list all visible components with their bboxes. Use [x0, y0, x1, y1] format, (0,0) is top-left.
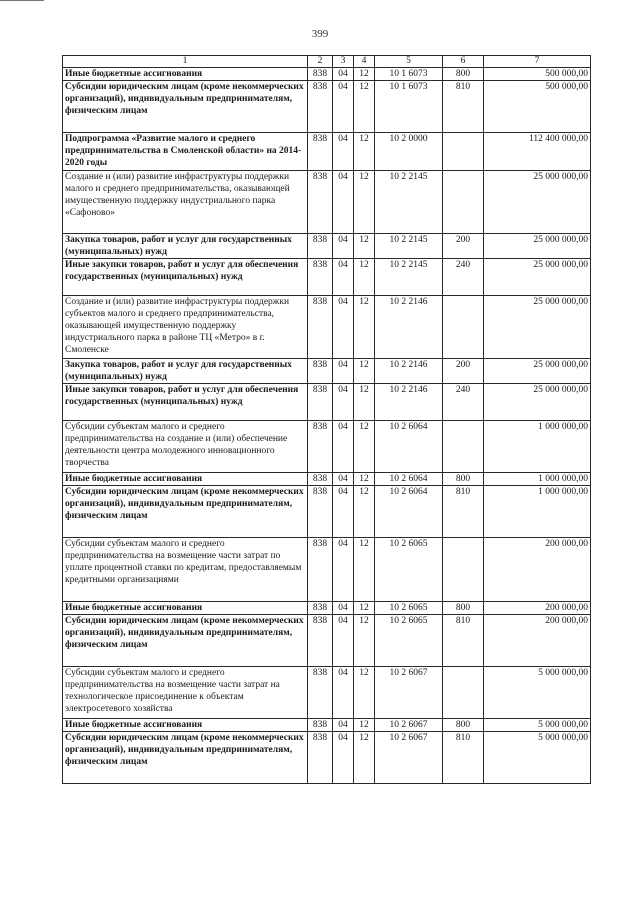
target-article-code: 10 2 6065 [375, 538, 443, 602]
expense-type-code: 200 [443, 234, 484, 259]
expense-type-code [443, 667, 484, 719]
amount-value: 25 000 000,00 [484, 296, 591, 359]
amount-value: 25 000 000,00 [484, 234, 591, 259]
amount-value: 25 000 000,00 [484, 359, 591, 384]
row-description: Создание и (или) развитие инфраструктуры поддержки малого и среднего предпринимательства, оказывающей имущественную поддержку индустриального парка «Сафоново» [63, 171, 308, 234]
table-row [63, 486, 591, 538]
expense-type-code [443, 296, 484, 359]
target-article-code: 10 2 2145 [375, 259, 443, 296]
ministry-code: 838 [308, 234, 333, 259]
row-description: Иные закупки товаров, работ и услуг для обеспечения государственных (муниципальных) нужд [63, 384, 308, 421]
subsection-code: 12 [354, 133, 375, 171]
row-description: Иные закупки товаров, работ и услуг для обеспечения государственных (муниципальных) нужд [63, 259, 308, 296]
subsection-code: 12 [354, 259, 375, 296]
table-row [63, 538, 591, 602]
table-row [63, 667, 591, 719]
table-row [63, 259, 591, 296]
expense-type-code [443, 133, 484, 171]
section-code: 04 [333, 667, 354, 719]
table-row [63, 473, 591, 486]
row-description: Подпрограмма «Развитие малого и среднего предпринимательства в Смоленской области» на 2014-2020 годы [63, 133, 308, 171]
ministry-code: 838 [308, 81, 333, 133]
subsection-code: 12 [354, 359, 375, 384]
ministry-code: 838 [308, 259, 333, 296]
target-article-code: 10 2 6067 [375, 719, 443, 732]
ministry-code: 838 [308, 732, 333, 784]
row-description: Субсидии субъектам малого и среднего предпринимательства на возмещение части затрат по уплате процентной ставки по кредитам, предоставляемым кредитными организациями [63, 538, 308, 602]
column-header: 4 [354, 56, 375, 68]
expense-type-code: 200 [443, 359, 484, 384]
row-description: Иные бюджетные ассигнования [63, 719, 308, 732]
amount-value: 500 000,00 [484, 68, 591, 81]
ministry-code: 838 [308, 719, 333, 732]
row-description: Субсидии юридическим лицам (кроме некоммерческих организаций), индивидуальным предпринимателям, физическим лицам [63, 81, 308, 133]
expense-type-code [443, 421, 484, 473]
section-code: 04 [333, 259, 354, 296]
amount-value: 1 000 000,00 [484, 486, 591, 538]
section-code: 04 [333, 359, 354, 384]
subsection-code: 12 [354, 171, 375, 234]
target-article-code: 10 2 2145 [375, 171, 443, 234]
row-description: Субсидии юридическим лицам (кроме некоммерческих организаций), индивидуальным предпринимателям, физическим лицам [63, 732, 308, 784]
amount-value: 200 000,00 [484, 538, 591, 602]
column-header: 2 [308, 56, 333, 68]
subsection-code: 12 [354, 486, 375, 538]
target-article-code: 10 1 6073 [375, 81, 443, 133]
subsection-code: 12 [354, 296, 375, 359]
target-article-code: 10 2 6065 [375, 615, 443, 667]
subsection-code: 12 [354, 732, 375, 784]
section-code: 04 [333, 133, 354, 171]
target-article-code: 10 2 6064 [375, 421, 443, 473]
subsection-code: 12 [354, 602, 375, 615]
ministry-code: 838 [308, 667, 333, 719]
subsection-code: 12 [354, 234, 375, 259]
table-row [63, 719, 591, 732]
target-article-code: 10 2 6064 [375, 486, 443, 538]
subsection-code: 12 [354, 68, 375, 81]
row-description: Иные бюджетные ассигнования [63, 602, 308, 615]
subsection-code: 12 [354, 421, 375, 473]
subsection-code: 12 [354, 538, 375, 602]
amount-value: 200 000,00 [484, 602, 591, 615]
ministry-code: 838 [308, 384, 333, 421]
table-row [63, 81, 591, 133]
row-description: Создание и (или) развитие инфраструктуры поддержки субъектов малого и среднего предпринимательства, оказывающей имущественную поддержку индустриального парка в районе ТЦ «Метро» в г. Смоленске [63, 296, 308, 359]
expense-type-code: 800 [443, 602, 484, 615]
expense-type-code: 240 [443, 384, 484, 421]
amount-value: 25 000 000,00 [484, 259, 591, 296]
expense-type-code: 810 [443, 486, 484, 538]
ministry-code: 838 [308, 615, 333, 667]
row-description: Субсидии юридическим лицам (кроме некоммерческих организаций), индивидуальным предпринимателям, физическим лицам [63, 486, 308, 538]
section-code: 04 [333, 171, 354, 234]
amount-value: 500 000,00 [484, 81, 591, 133]
section-code: 04 [333, 538, 354, 602]
amount-value: 5 000 000,00 [484, 719, 591, 732]
section-code: 04 [333, 81, 354, 133]
ministry-code: 838 [308, 68, 333, 81]
subsection-code: 12 [354, 667, 375, 719]
amount-value: 1 000 000,00 [484, 421, 591, 473]
expense-type-code [443, 538, 484, 602]
amount-value: 5 000 000,00 [484, 732, 591, 784]
budget-table [62, 55, 591, 784]
row-description: Субсидии юридическим лицам (кроме некоммерческих организаций), индивидуальным предпринимателям, физическим лицам [63, 615, 308, 667]
target-article-code: 10 2 2146 [375, 359, 443, 384]
section-code: 04 [333, 234, 354, 259]
section-code: 04 [333, 473, 354, 486]
section-code: 04 [333, 68, 354, 81]
section-code: 04 [333, 615, 354, 667]
amount-value: 25 000 000,00 [484, 171, 591, 234]
subsection-code: 12 [354, 81, 375, 133]
target-article-code: 10 2 2145 [375, 234, 443, 259]
subsection-code: 12 [354, 384, 375, 421]
ministry-code: 838 [308, 359, 333, 384]
target-article-code: 10 2 6064 [375, 473, 443, 486]
target-article-code: 10 2 6067 [375, 667, 443, 719]
section-code: 04 [333, 732, 354, 784]
page-number: 399 [311, 28, 329, 40]
table-row [63, 384, 591, 421]
section-code: 04 [333, 421, 354, 473]
ministry-code: 838 [308, 473, 333, 486]
column-header: 3 [333, 56, 354, 68]
column-header: 6 [443, 56, 484, 68]
target-article-code: 10 2 6065 [375, 602, 443, 615]
amount-value: 5 000 000,00 [484, 667, 591, 719]
ministry-code: 838 [308, 538, 333, 602]
section-code: 04 [333, 486, 354, 538]
amount-value: 1 000 000,00 [484, 473, 591, 486]
section-code: 04 [333, 602, 354, 615]
table-row [63, 133, 591, 171]
expense-type-code: 810 [443, 81, 484, 133]
section-code: 04 [333, 384, 354, 421]
expense-type-code: 810 [443, 732, 484, 784]
table-row [63, 359, 591, 384]
expense-type-code: 800 [443, 68, 484, 81]
expense-type-code: 800 [443, 719, 484, 732]
expense-type-code: 800 [443, 473, 484, 486]
expense-type-code: 240 [443, 259, 484, 296]
amount-value: 200 000,00 [484, 615, 591, 667]
target-article-code: 10 2 6067 [375, 732, 443, 784]
row-description: Закупка товаров, работ и услуг для государственных (муниципальных) нужд [63, 359, 308, 384]
expense-type-code [443, 171, 484, 234]
row-description: Субсидии субъектам малого и среднего предпринимательства на создание и (или) обеспечение деятельности центра молодежного инновационного творчества [63, 421, 308, 473]
table-row [63, 296, 591, 359]
ministry-code: 838 [308, 486, 333, 538]
row-description: Субсидии субъектам малого и среднего предпринимательства на возмещение части затрат на технологическое присоединение к объектам электросетевого хозяйства [63, 667, 308, 719]
scan-corner-mark [0, 0, 44, 7]
target-article-code: 10 1 6073 [375, 68, 443, 81]
ministry-code: 838 [308, 133, 333, 171]
table-row [63, 171, 591, 234]
target-article-code: 10 2 0000 [375, 133, 443, 171]
column-header: 5 [375, 56, 443, 68]
amount-value: 112 400 000,00 [484, 133, 591, 171]
ministry-code: 838 [308, 421, 333, 473]
column-header: 1 [63, 56, 308, 68]
section-code: 04 [333, 296, 354, 359]
table-row [63, 615, 591, 667]
column-header: 7 [484, 56, 591, 68]
table-row [63, 602, 591, 615]
target-article-code: 10 2 2146 [375, 384, 443, 421]
ministry-code: 838 [308, 296, 333, 359]
table-header-row [63, 56, 591, 68]
subsection-code: 12 [354, 473, 375, 486]
ministry-code: 838 [308, 171, 333, 234]
ministry-code: 838 [308, 602, 333, 615]
table-row [63, 68, 591, 81]
section-code: 04 [333, 719, 354, 732]
row-description: Иные бюджетные ассигнования [63, 473, 308, 486]
expense-type-code: 810 [443, 615, 484, 667]
table-row [63, 421, 591, 473]
subsection-code: 12 [354, 719, 375, 732]
target-article-code: 10 2 2146 [375, 296, 443, 359]
table-row [63, 732, 591, 784]
amount-value: 25 000 000,00 [484, 384, 591, 421]
subsection-code: 12 [354, 615, 375, 667]
row-description: Закупка товаров, работ и услуг для государственных (муниципальных) нужд [63, 234, 308, 259]
row-description: Иные бюджетные ассигнования [63, 68, 308, 81]
table-row [63, 234, 591, 259]
